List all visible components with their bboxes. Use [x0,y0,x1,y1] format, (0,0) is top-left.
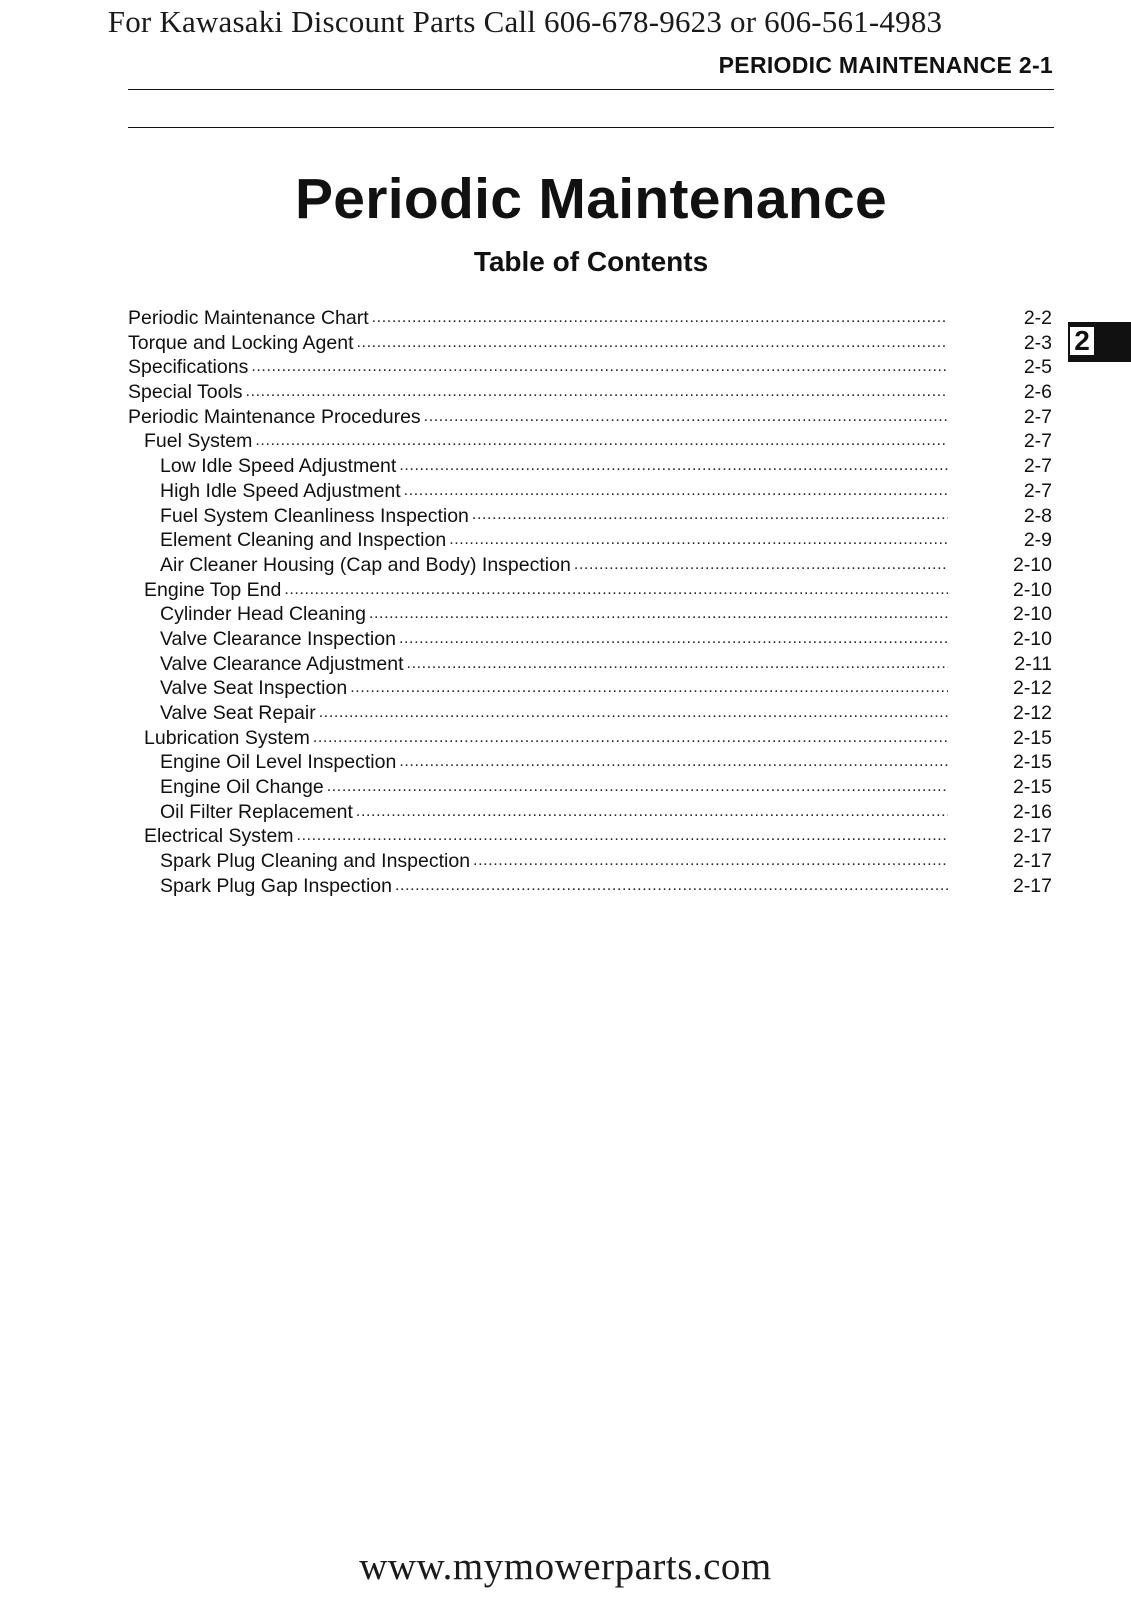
dot-leader [473,854,948,874]
toc-entry-label: Valve Clearance Adjustment [160,652,404,675]
toc-entry-label: Engine Top End [144,578,282,601]
toc-entry-label: Spark Plug Gap Inspection [160,874,392,897]
toc-entry-page: 2-7 [1023,405,1052,428]
toc-entry[interactable] [128,800,1052,825]
toc-entry-label: Fuel System [144,430,253,453]
dot-leader [404,484,948,504]
dot-leader [372,311,948,331]
toc-entry-page: 2-16 [1012,800,1052,823]
dot-leader [407,656,948,676]
toc-heading: Table of Contents [473,246,709,277]
toc-entry-label: Torque and Locking Agent [128,331,354,354]
toc-entry[interactable] [128,454,1052,479]
dot-leader [472,508,948,528]
title-rule [128,127,1054,128]
dot-leader [399,459,948,479]
toc-entry-label: Oil Filter Replacement [160,800,353,823]
toc-entry[interactable] [128,405,1052,430]
toc-entry-page: 2-15 [1012,751,1052,774]
dot-leader [319,706,948,726]
toc-entry-page: 2-11 [1014,652,1052,675]
toc-entry-page: 2-5 [1023,356,1052,379]
table-of-contents [128,306,1052,899]
header-rule [128,89,1054,90]
dot-leader [395,879,948,899]
dot-leader [369,607,948,627]
toc-entry[interactable] [128,652,1052,677]
dot-leader [255,434,948,454]
toc-entry[interactable] [128,504,1052,529]
dot-leader [399,632,948,652]
toc-entry-page: 2-17 [1012,874,1052,897]
toc-entry-label: Electrical System [144,825,294,848]
toc-entry-label: Valve Seat Repair [160,702,316,724]
toc-entry[interactable] [128,602,1052,627]
dot-leader [350,681,948,701]
toc-entry-label: Periodic Maintenance Procedures [128,405,421,428]
toc-entry[interactable] [128,849,1052,874]
toc-entry[interactable] [128,528,1052,553]
dot-leader [357,335,948,355]
toc-entry-label: Engine Oil Level Inspection [160,751,397,774]
toc-entry-page: 2-10 [1012,603,1052,626]
toc-entry-label: Cylinder Head Cleaning [160,603,366,626]
toc-entry[interactable] [128,775,1052,800]
dot-leader [327,780,948,800]
toc-entry[interactable] [128,627,1052,652]
running-header: PERIODIC MAINTENANCE 2-1 [718,52,1053,78]
toc-entry-label: Engine Oil Change [160,776,324,799]
toc-entry-label: Spark Plug Cleaning and Inspection [160,850,471,873]
toc-entry-label: High Idle Speed Adjustment [160,479,401,502]
toc-entry[interactable] [128,429,1052,454]
toc-entry-page: 2-7 [1023,479,1052,502]
footer-url[interactable]: www.mymowerparts.com [359,1545,772,1588]
toc-entry-label: Low Idle Speed Adjustment [160,455,397,478]
toc-entry[interactable] [128,750,1052,775]
toc-entry-page: 2-10 [1012,627,1052,650]
toc-entry-page: 2-8 [1023,504,1052,527]
toc-entry[interactable] [128,331,1052,356]
toc-entry-page: 2-6 [1023,381,1052,404]
toc-entry-page: 2-12 [1012,702,1052,724]
toc-entry-page: 2-15 [1012,726,1052,749]
dealer-banner: For Kawasaki Discount Parts Call 606-678-9623 or 606-561-4983 [107,4,943,39]
toc-entry-label: Fuel System Cleanliness Inspection [160,504,469,527]
toc-entry-label: Periodic Maintenance Chart [128,307,369,329]
toc-entry-label: Lubrication System [144,726,310,749]
toc-entry-page: 2-9 [1023,529,1052,552]
toc-entry-page: 2-10 [1012,553,1052,576]
dot-leader [251,360,948,380]
toc-entry[interactable] [128,726,1052,751]
chapter-tab-number: 2 [1068,325,1096,357]
dot-leader [574,558,948,578]
toc-entry[interactable] [128,479,1052,504]
toc-entry[interactable] [128,578,1052,603]
toc-entry[interactable] [128,701,1052,726]
toc-entry[interactable] [128,824,1052,849]
toc-entry-page: 2-2 [1023,307,1052,329]
toc-entry-page: 2-12 [1012,677,1052,700]
dot-leader [297,829,948,849]
toc-entry-page: 2-10 [1012,578,1052,601]
dot-leader [284,582,948,602]
toc-entry-page: 2-7 [1023,430,1052,453]
toc-entry-label: Element Cleaning and Inspection [160,529,447,552]
dot-leader [246,385,948,405]
toc-entry-label: Specifications [128,356,249,379]
toc-entry[interactable] [128,380,1052,405]
dot-leader [313,730,948,750]
toc-entry-page: 2-17 [1012,850,1052,873]
dot-leader [399,755,948,775]
dot-leader [356,804,948,824]
toc-entry-page: 2-15 [1012,776,1052,799]
toc-entry-page: 2-17 [1012,825,1052,848]
dot-leader [449,533,948,553]
toc-entry-label: Special Tools [128,381,243,404]
toc-entry-label: Valve Clearance Inspection [160,627,396,650]
toc-entry[interactable] [128,676,1052,701]
toc-entry[interactable] [128,355,1052,380]
chapter-tab [1068,322,1131,362]
toc-entry[interactable] [128,553,1052,578]
dot-leader [424,409,948,429]
toc-entry-page: 2-3 [1023,331,1052,354]
toc-entry[interactable] [128,874,1052,899]
page-title: Periodic Maintenance [294,167,887,231]
toc-entry-label: Air Cleaner Housing (Cap and Body) Inspection [160,553,571,576]
toc-entry[interactable] [128,306,1052,331]
toc-entry-label: Valve Seat Inspection [160,677,348,700]
toc-entry-page: 2-7 [1023,455,1052,478]
